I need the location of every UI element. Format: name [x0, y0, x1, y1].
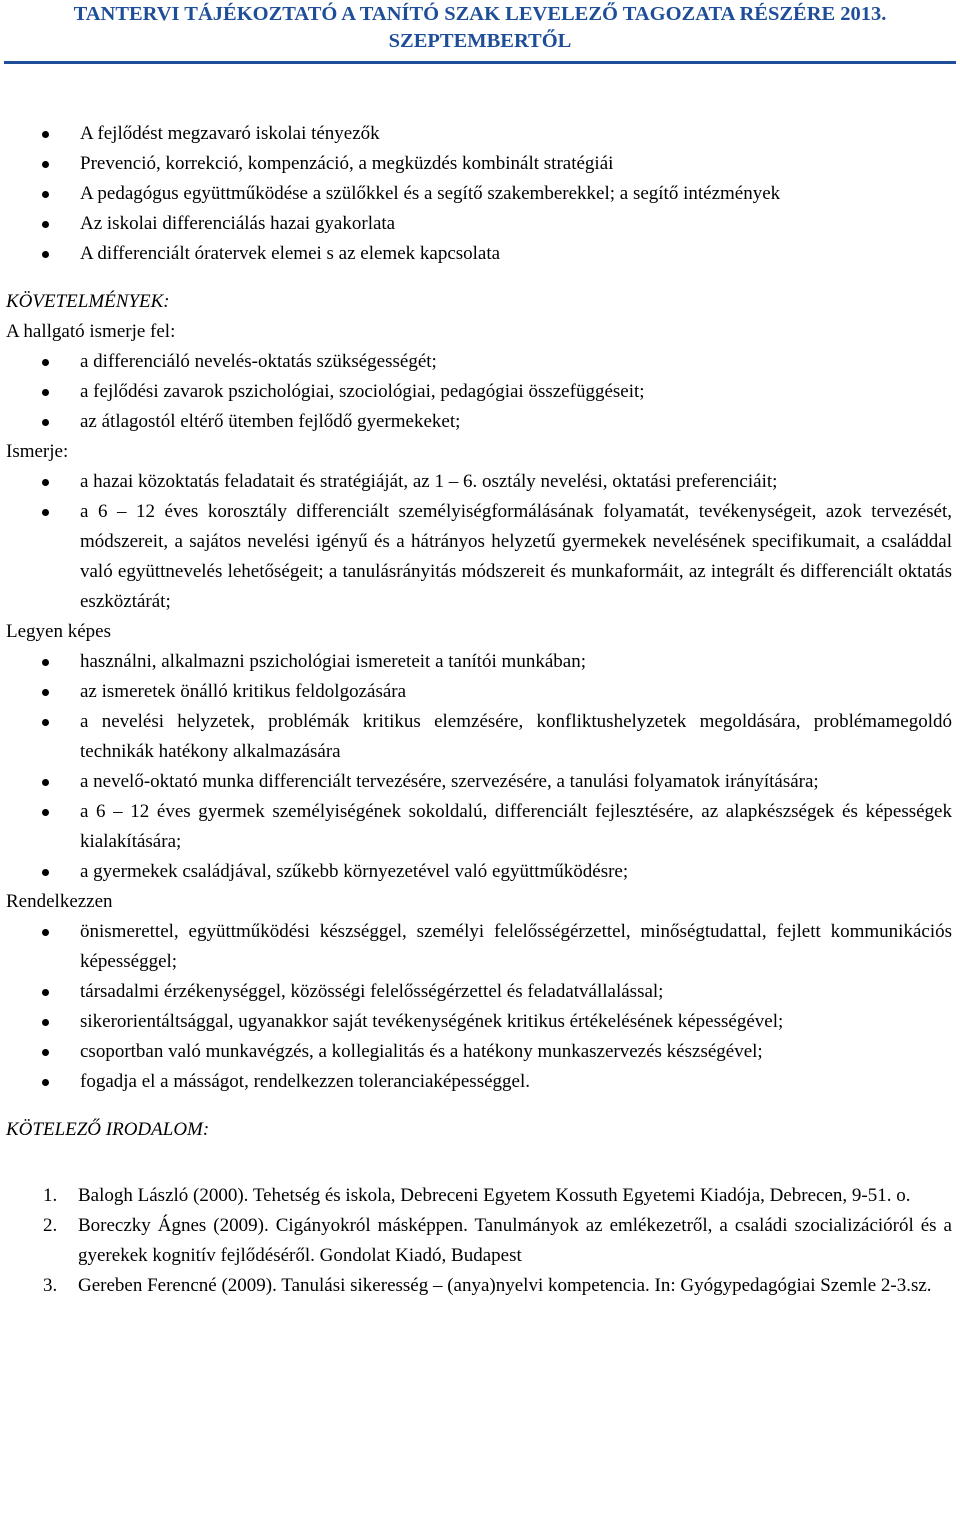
bullet-icon: [42, 359, 49, 366]
able-label: Legyen képes: [6, 621, 111, 642]
literature-text: Gereben Ferencné (2009). Tanulási sikeresség – (anya)nyelvi kompetencia. In: Gyógypedagógiai Szemle 2-3.sz.: [78, 1275, 932, 1296]
list-item: Prevenció, korrekció, kompenzáció, a megküzdés kombinált stratégiái: [6, 149, 952, 179]
literature-text: Balogh László (2000). Tehetség és iskola, Debreceni Egyetem Kossuth Egyetemi Kiadója, Debrecen, 9-51. o.: [78, 1185, 911, 1206]
document-body: [6, 119, 952, 1301]
list-item: fogadja el a másságot, rendelkezzen toleranciaképességgel.: [6, 1067, 952, 1097]
able-list: [6, 647, 952, 887]
have-list: [6, 917, 952, 1097]
literature-text: Boreczky Ágnes (2009). Cigányokról másképpen. Tanulmányok az emlékezetről, a családi szocializációról és a gyerekek kognitív fejlődéséről. Gondolat Kiadó, Budapest: [78, 1215, 952, 1266]
bullet-icon: [42, 389, 49, 396]
literature-heading: KÖTELEZŐ IRODALOM:: [6, 1119, 210, 1140]
bullet-icon: [42, 659, 49, 666]
bullet-icon: [42, 1049, 49, 1056]
know-label: Ismerje:: [6, 441, 69, 462]
list-item: a fejlődési zavarok pszichológiai, szociológiai, pedagógiai összefüggéseit;: [6, 377, 952, 407]
header-title-line1: TANTERVI TÁJÉKOZTATÓ A TANÍTÓ SZAK LEVELEZŐ TAGOZATA RÉSZÉRE 2013.: [73, 3, 887, 25]
list-item: a hazai közoktatás feladatait és stratégiáját, az 1 – 6. osztály nevelési, oktatási preferenciáit;: [6, 467, 952, 497]
literature-list: [6, 1181, 952, 1301]
bullet-icon: [42, 221, 49, 228]
page-header: [0, 0, 960, 55]
list-item: a nevelő-oktató munka differenciált tervezésére, szervezésére, a tanulási folyamatok irányítására;: [6, 767, 952, 797]
list-item: csoportban való munkavégzés, a kollegialitás és a hatékony munkaszervezés készségével;: [6, 1037, 952, 1067]
bullet-icon: [42, 161, 49, 168]
bullet-icon: [42, 809, 49, 816]
list-item: a nevelési helyzetek, problémák kritikus elemzésére, konfliktushelyzetek megoldására, problémamegoldó technikák hatékony alkalmazására: [6, 707, 952, 767]
list-item: A pedagógus együttműködése a szülőkkel és a segítő szakemberekkel; a segítő intézmények: [6, 179, 952, 209]
list-item: A fejlődést megzavaró iskolai tényezők: [6, 119, 952, 149]
bullet-icon: [42, 929, 49, 936]
requirements-intro: A hallgató ismerje fel:: [6, 321, 176, 342]
bullet-icon: [42, 191, 49, 198]
list-item: a gyermekek családjával, szűkebb környezetével való együttműködésre;: [6, 857, 952, 887]
bullet-icon: [42, 479, 49, 486]
bullet-icon: [42, 509, 49, 516]
list-item: Az iskolai differenciálás hazai gyakorlata: [6, 209, 952, 239]
recognize-list: [6, 347, 952, 437]
literature-item: [6, 1211, 952, 1271]
list-item: a 6 – 12 éves gyermek személyiségének sokoldalú, differenciált fejlesztésére, az alapkészségek és képességek kialakítására;: [6, 797, 952, 857]
header-divider: [4, 61, 956, 64]
bullet-icon: [42, 1019, 49, 1026]
literature-item: [6, 1181, 952, 1211]
have-label: Rendelkezzen: [6, 891, 113, 912]
bullet-icon: [42, 419, 49, 426]
list-item: a 6 – 12 éves korosztály differenciált személyiségformálásának folyamatát, tevékenységeit, azok tervezését, módszereit, a sajátos nevelési igényű és a hátrányos helyzetű gyermekek nevelésének specifikumait, a családdal való együttnevelés lehetőségeit; a tanulásrányitás módszereit és munkaformáit, az integrált és differenciált oktatás eszköztárát;: [6, 497, 952, 617]
bullet-icon: [42, 251, 49, 258]
bullet-icon: [42, 989, 49, 996]
list-item: használni, alkalmazni pszichológiai ismereteit a tanítói munkában;: [6, 647, 952, 677]
literature-item: [6, 1271, 952, 1301]
list-item: A differenciált óratervek elemei s az elemek kapcsolata: [6, 239, 952, 269]
list-item: sikerorientáltsággal, ugyanakkor saját tevékenységének kritikus értékelésének képességével;: [6, 1007, 952, 1037]
list-item: önismerettel, együttműködési készséggel, személyi felelősségérzettel, minőségtudattal, fejlett kommunikációs képességgel;: [6, 917, 952, 977]
header-title-line2: SZEPTEMBERTŐL: [388, 30, 572, 52]
bullet-icon: [42, 131, 49, 138]
bullet-icon: [42, 689, 49, 696]
list-item: a differenciáló nevelés-oktatás szükségességét;: [6, 347, 952, 377]
know-list: [6, 467, 952, 617]
list-item: társadalmi érzékenységgel, közösségi felelősségérzettel és feladatvállalással;: [6, 977, 952, 1007]
topic-list: [6, 119, 952, 269]
literature-number: 3.: [43, 1275, 58, 1296]
list-item: az átlagostól eltérő ütemben fejlődő gyermekeket;: [6, 407, 952, 437]
bullet-icon: [42, 719, 49, 726]
list-item: az ismeretek önálló kritikus feldolgozására: [6, 677, 952, 707]
literature-number: 1.: [43, 1185, 58, 1206]
bullet-icon: [42, 779, 49, 786]
bullet-icon: [42, 869, 49, 876]
bullet-icon: [42, 1079, 49, 1086]
requirements-heading: KÖVETELMÉNYEK:: [6, 291, 170, 312]
literature-number: 2.: [43, 1215, 58, 1236]
